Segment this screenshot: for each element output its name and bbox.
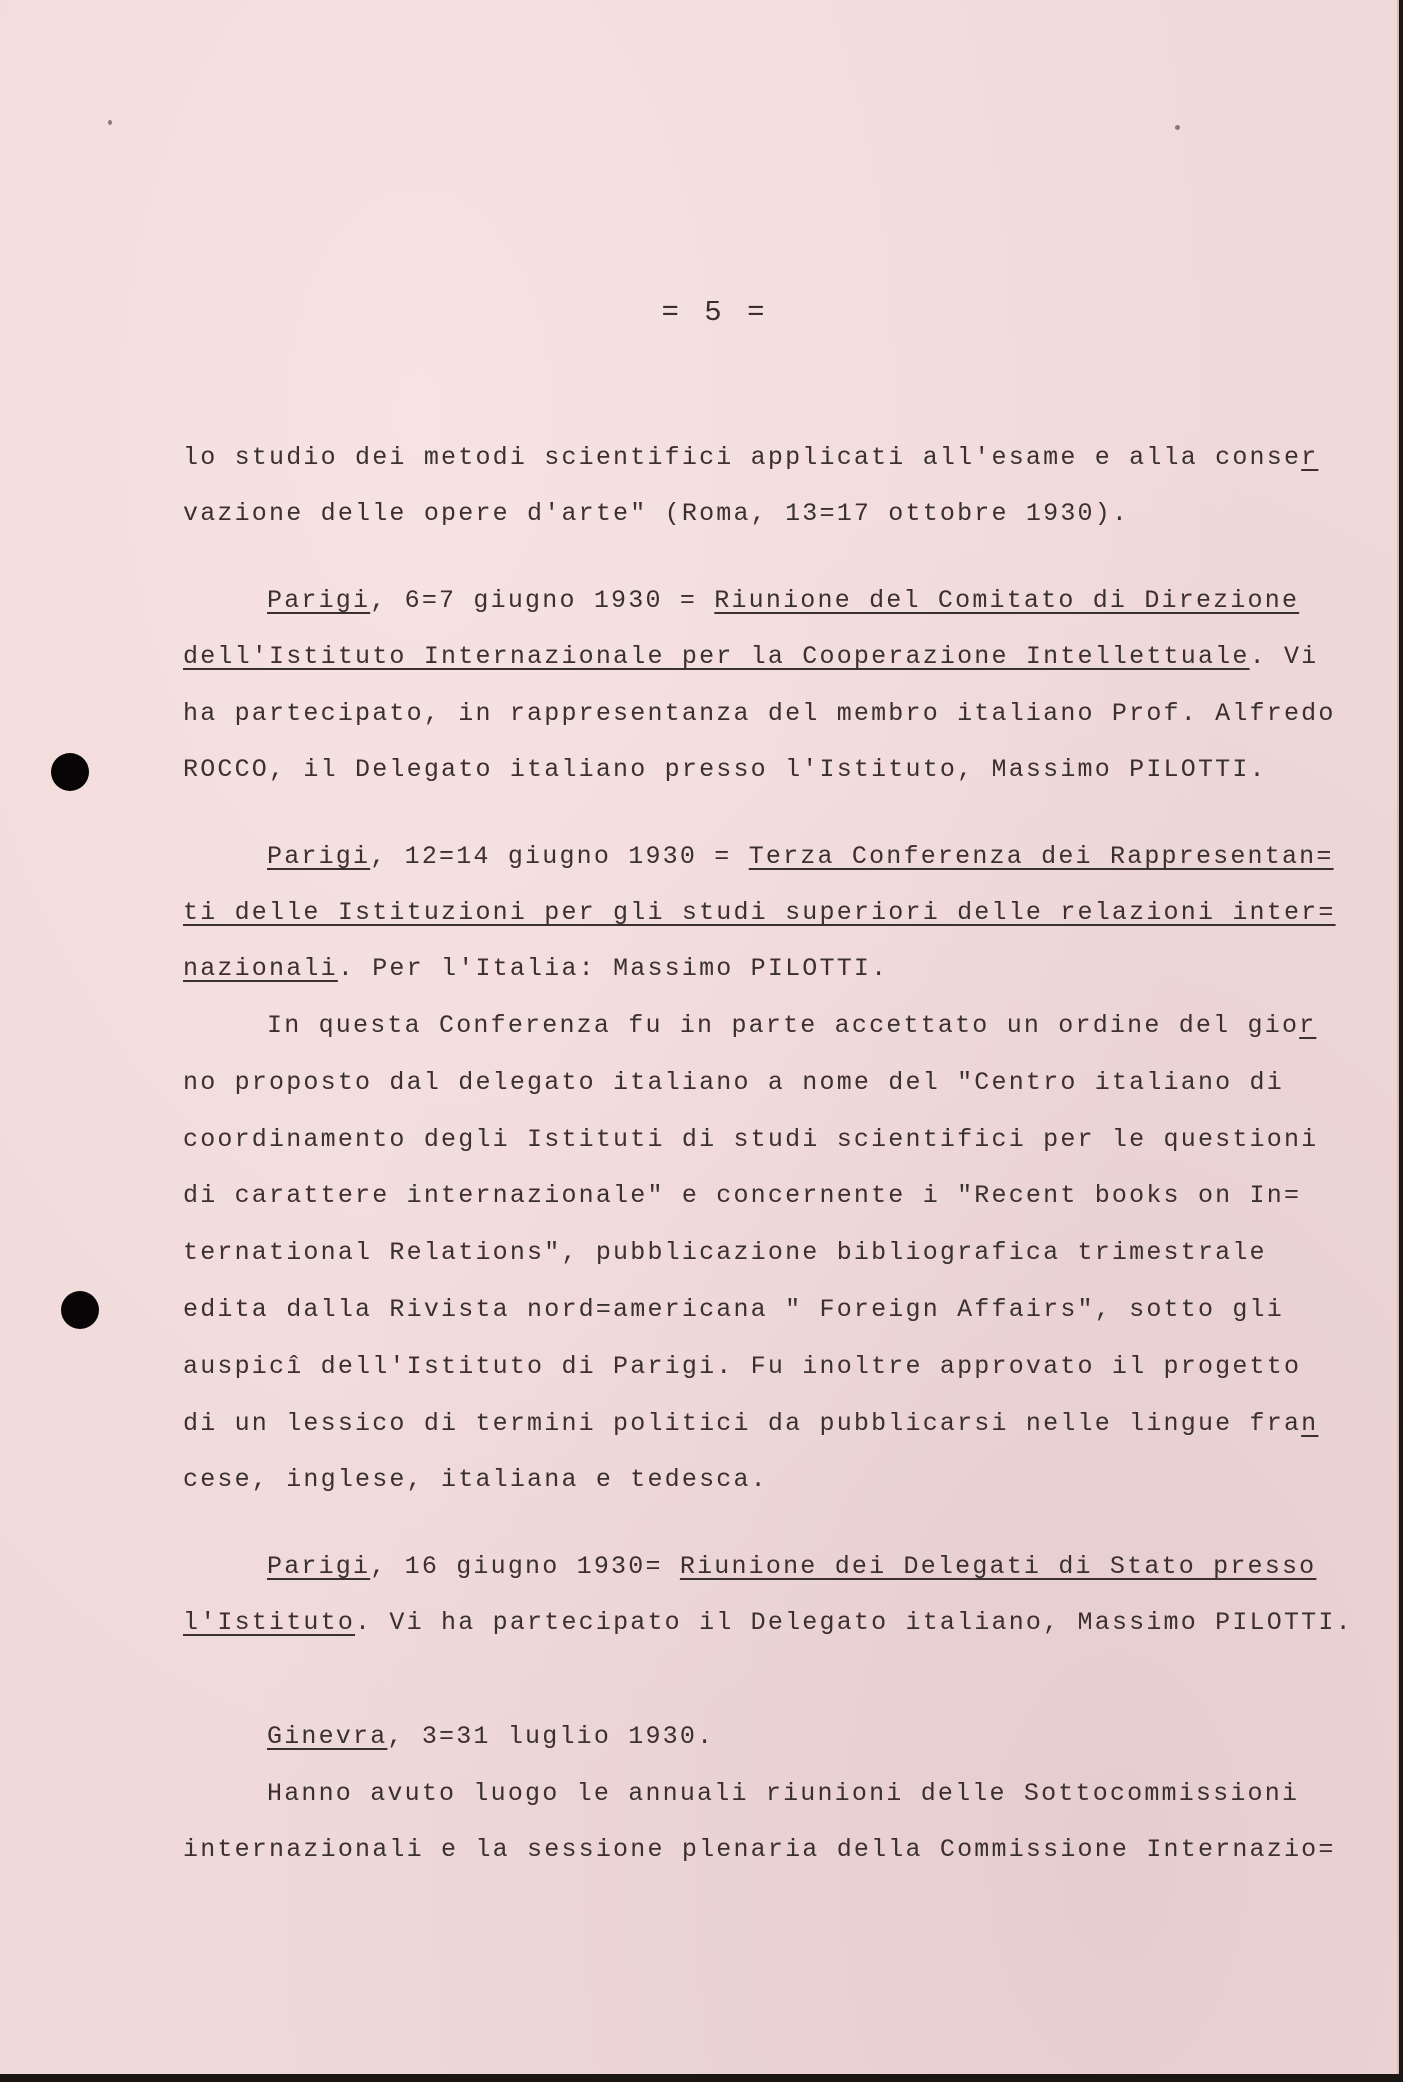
paper-speck bbox=[1175, 125, 1180, 130]
text-line bbox=[183, 1351, 1301, 1383]
text-line bbox=[183, 698, 1336, 730]
text-line bbox=[183, 1124, 1318, 1156]
line-text: vazione delle opere d'arte" (Roma, 13=17 ottobre 1930). bbox=[183, 499, 1130, 528]
line-text: auspicî dell'Istituto di Parigi. Fu inoltre approvato il progetto bbox=[183, 1352, 1302, 1381]
text-line bbox=[183, 442, 1318, 474]
entry-heading-line bbox=[267, 841, 1334, 873]
line-text: edita dalla Rivista nord=americana " Foreign Affairs", sotto gli bbox=[183, 1295, 1284, 1324]
text-line bbox=[183, 1408, 1318, 1440]
text-line bbox=[267, 1778, 1299, 1810]
text-line bbox=[267, 1010, 1316, 1042]
line-text: . Vi ha partecipato il Delegato italiano, Massimo PILOTTI. bbox=[355, 1608, 1353, 1637]
line-text: . Per l'Italia: Massimo PILOTTI. bbox=[337, 954, 889, 983]
underlined-text: Terza Conferenza dei Rappresentan= bbox=[748, 842, 1334, 871]
underlined-text: Riunione del Comitato di Direzione bbox=[714, 586, 1300, 615]
underlined-text: Riunione dei Delegati di Stato presso bbox=[679, 1552, 1317, 1581]
text-line bbox=[183, 1294, 1284, 1326]
entry-heading-line bbox=[267, 1721, 714, 1753]
line-text: , 16 giugno 1930= bbox=[370, 1552, 680, 1581]
line-text: In questa Conferenza fu in parte accettato un ordine del gio bbox=[267, 1011, 1300, 1040]
underlined-text: Ginevra bbox=[267, 1722, 388, 1751]
line-text: coordinamento degli Istituti di studi scientifici per le questioni bbox=[183, 1125, 1319, 1154]
line-text: lo studio dei metodi scientifici applicati all'esame e alla conse bbox=[183, 443, 1302, 472]
entry-heading-line bbox=[267, 1551, 1316, 1583]
line-text: Hanno avuto luogo le annuali riunioni delle Sottocommissioni bbox=[267, 1779, 1300, 1808]
text-line bbox=[183, 754, 1267, 786]
text-line bbox=[183, 1834, 1336, 1866]
line-text: ROCCO, il Delegato italiano presso l'Istituto, Massimo PILOTTI. bbox=[183, 755, 1267, 784]
text-line bbox=[183, 897, 1336, 929]
underlined-text: Parigi bbox=[267, 842, 371, 871]
punch-hole bbox=[61, 1291, 99, 1329]
underlined-text: l'Istituto bbox=[183, 1608, 356, 1637]
paper-speck bbox=[108, 120, 112, 125]
underlined-text: dell'Istituto Internazionale per la Cooperazione Intellettuale bbox=[183, 642, 1250, 671]
line-text: . Vi bbox=[1249, 642, 1319, 671]
underlined-text: ti delle Istituzioni per gli studi superiori delle relazioni inter= bbox=[183, 898, 1336, 927]
entry-heading-line bbox=[267, 585, 1299, 617]
underlined-text: Parigi bbox=[267, 1552, 371, 1581]
line-text: no proposto dal delegato italiano a nome del "Centro italiano di bbox=[183, 1068, 1284, 1097]
text-line bbox=[183, 953, 888, 985]
text-line bbox=[183, 1067, 1284, 1099]
text-line bbox=[183, 1464, 768, 1496]
line-text: cese, inglese, italiana e tedesca. bbox=[183, 1465, 768, 1494]
page-number: = 5 = bbox=[661, 296, 769, 329]
underlined-text: Parigi bbox=[267, 586, 371, 615]
text-line bbox=[183, 1237, 1267, 1269]
line-text: , 3=31 luglio 1930. bbox=[387, 1722, 715, 1751]
underlined-text: n bbox=[1301, 1409, 1319, 1438]
underlined-text: r bbox=[1299, 1011, 1317, 1040]
line-text: di carattere internazionale" e concernente i "Recent books on In= bbox=[183, 1181, 1302, 1210]
line-text: , 12=14 giugno 1930 = bbox=[370, 842, 749, 871]
underlined-text: nazionali bbox=[183, 954, 338, 983]
line-text: di un lessico di termini politici da pubblicarsi nelle lingue fra bbox=[183, 1409, 1302, 1438]
line-text: , 6=7 giugno 1930 = bbox=[370, 586, 715, 615]
text-line bbox=[183, 498, 1129, 530]
underlined-text: r bbox=[1301, 443, 1319, 472]
text-line bbox=[183, 641, 1318, 673]
text-line bbox=[183, 1607, 1353, 1639]
line-text: internazionali e la sessione plenaria della Commissione Internazio= bbox=[183, 1835, 1336, 1864]
line-text: ha partecipato, in rappresentanza del membro italiano Prof. Alfredo bbox=[183, 699, 1336, 728]
line-text: ternational Relations", pubblicazione bibliografica trimestrale bbox=[183, 1238, 1267, 1267]
text-line bbox=[183, 1180, 1301, 1212]
punch-hole bbox=[51, 753, 89, 791]
